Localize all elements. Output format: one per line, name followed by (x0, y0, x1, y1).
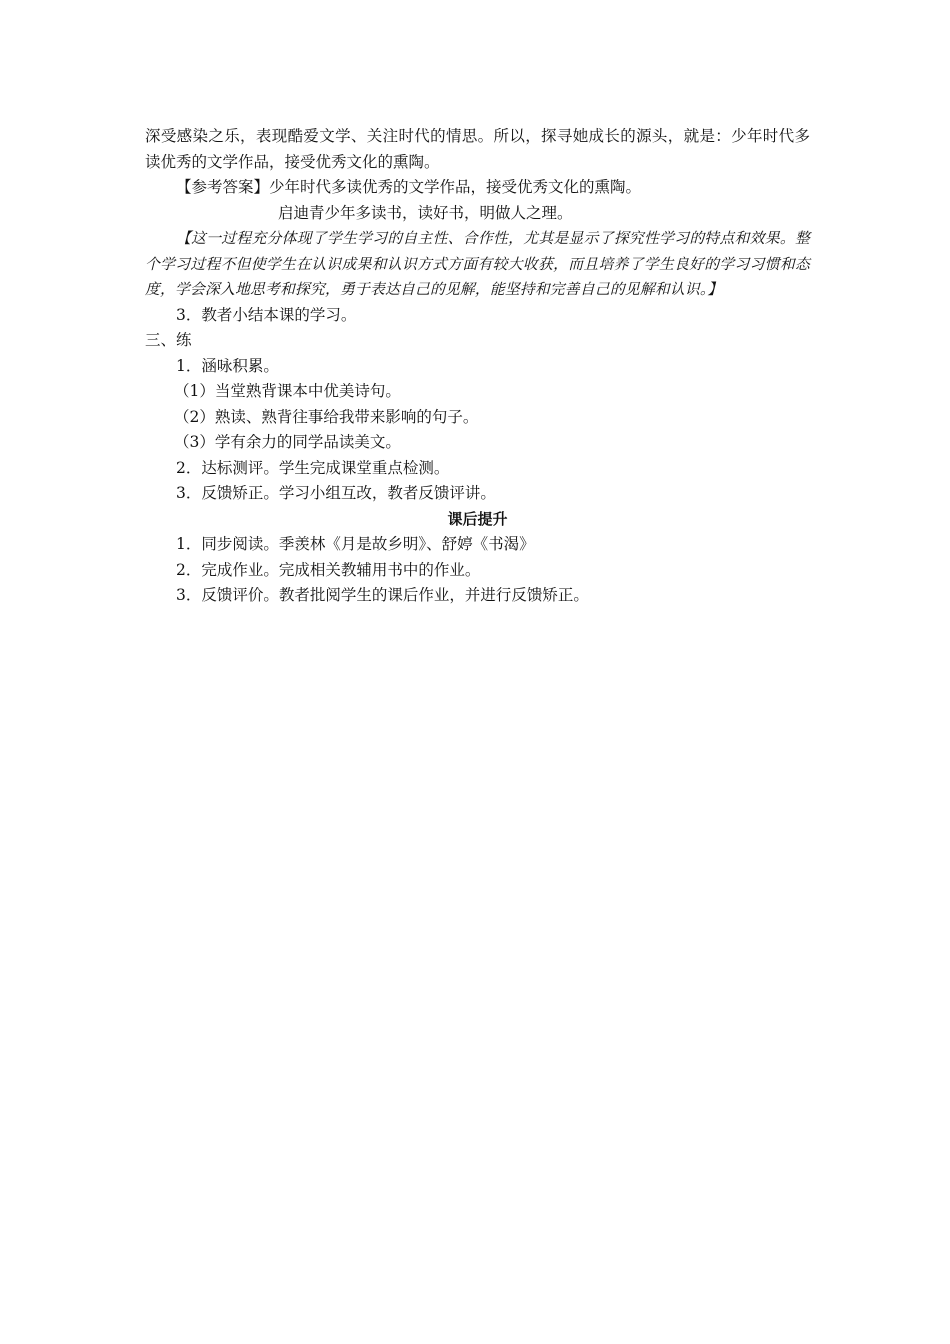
document-page (145, 124, 810, 609)
after-class-item-3: 3．反馈评价。教者批阅学生的课后作业，并进行反馈矫正。 (176, 586, 589, 604)
teaching-comment: 【这一过程充分体现了学生学习的自主性、合作性，尤其是显示了探究性学习的特点和效果。整个学习过程不但使学生在认识成果和认识方式方面有较大收获，而且培养了学生良好的学习习惯和态度，学会深入地思考和探究，勇于表达自己的见解，能坚持和完善自己的见解和认识。】 (145, 230, 810, 298)
practice-subitem-2: （2）熟读、熟背往事给我带来影响的句子。 (174, 407, 479, 426)
practice-item-1: 1．涵咏积累。 (176, 356, 279, 375)
paragraph-reading-source: 深受感染之乐，表现酷爱文学、关注时代的情思。所以，探寻她成长的源头，就是：少年时代多读优秀的文学作品，接受优秀文化的熏陶。 (145, 127, 810, 171)
summary-step: 3．教者小结本课的学习。 (176, 305, 357, 324)
section-heading-practice: 三、练 (145, 331, 192, 349)
reference-answer: 【参考答案】少年时代多读优秀的文学作品，接受优秀文化的熏陶。 (176, 178, 642, 196)
practice-subitem-1: （1）当堂熟背课本中优美诗句。 (174, 382, 401, 400)
section-heading-after-class: 课后提升 (447, 509, 508, 528)
after-class-item-2: 2．完成作业。完成相关教辅用书中的作业。 (176, 560, 481, 579)
practice-subitem-3: （3）学有余力的同学品读美文。 (174, 433, 401, 451)
after-class-item-1: 1．同步阅读。季羡林《月是故乡明》、舒婷《书渴》 (176, 535, 535, 553)
practice-item-3: 3．反馈矫正。学习小组互改，教者反馈评讲。 (176, 484, 496, 502)
practice-item-2: 2．达标测评。学生完成课堂重点检测。 (176, 458, 450, 477)
reference-answer-line-2: 启迪青少年多读书，读好书，明做人之理。 (278, 203, 573, 222)
